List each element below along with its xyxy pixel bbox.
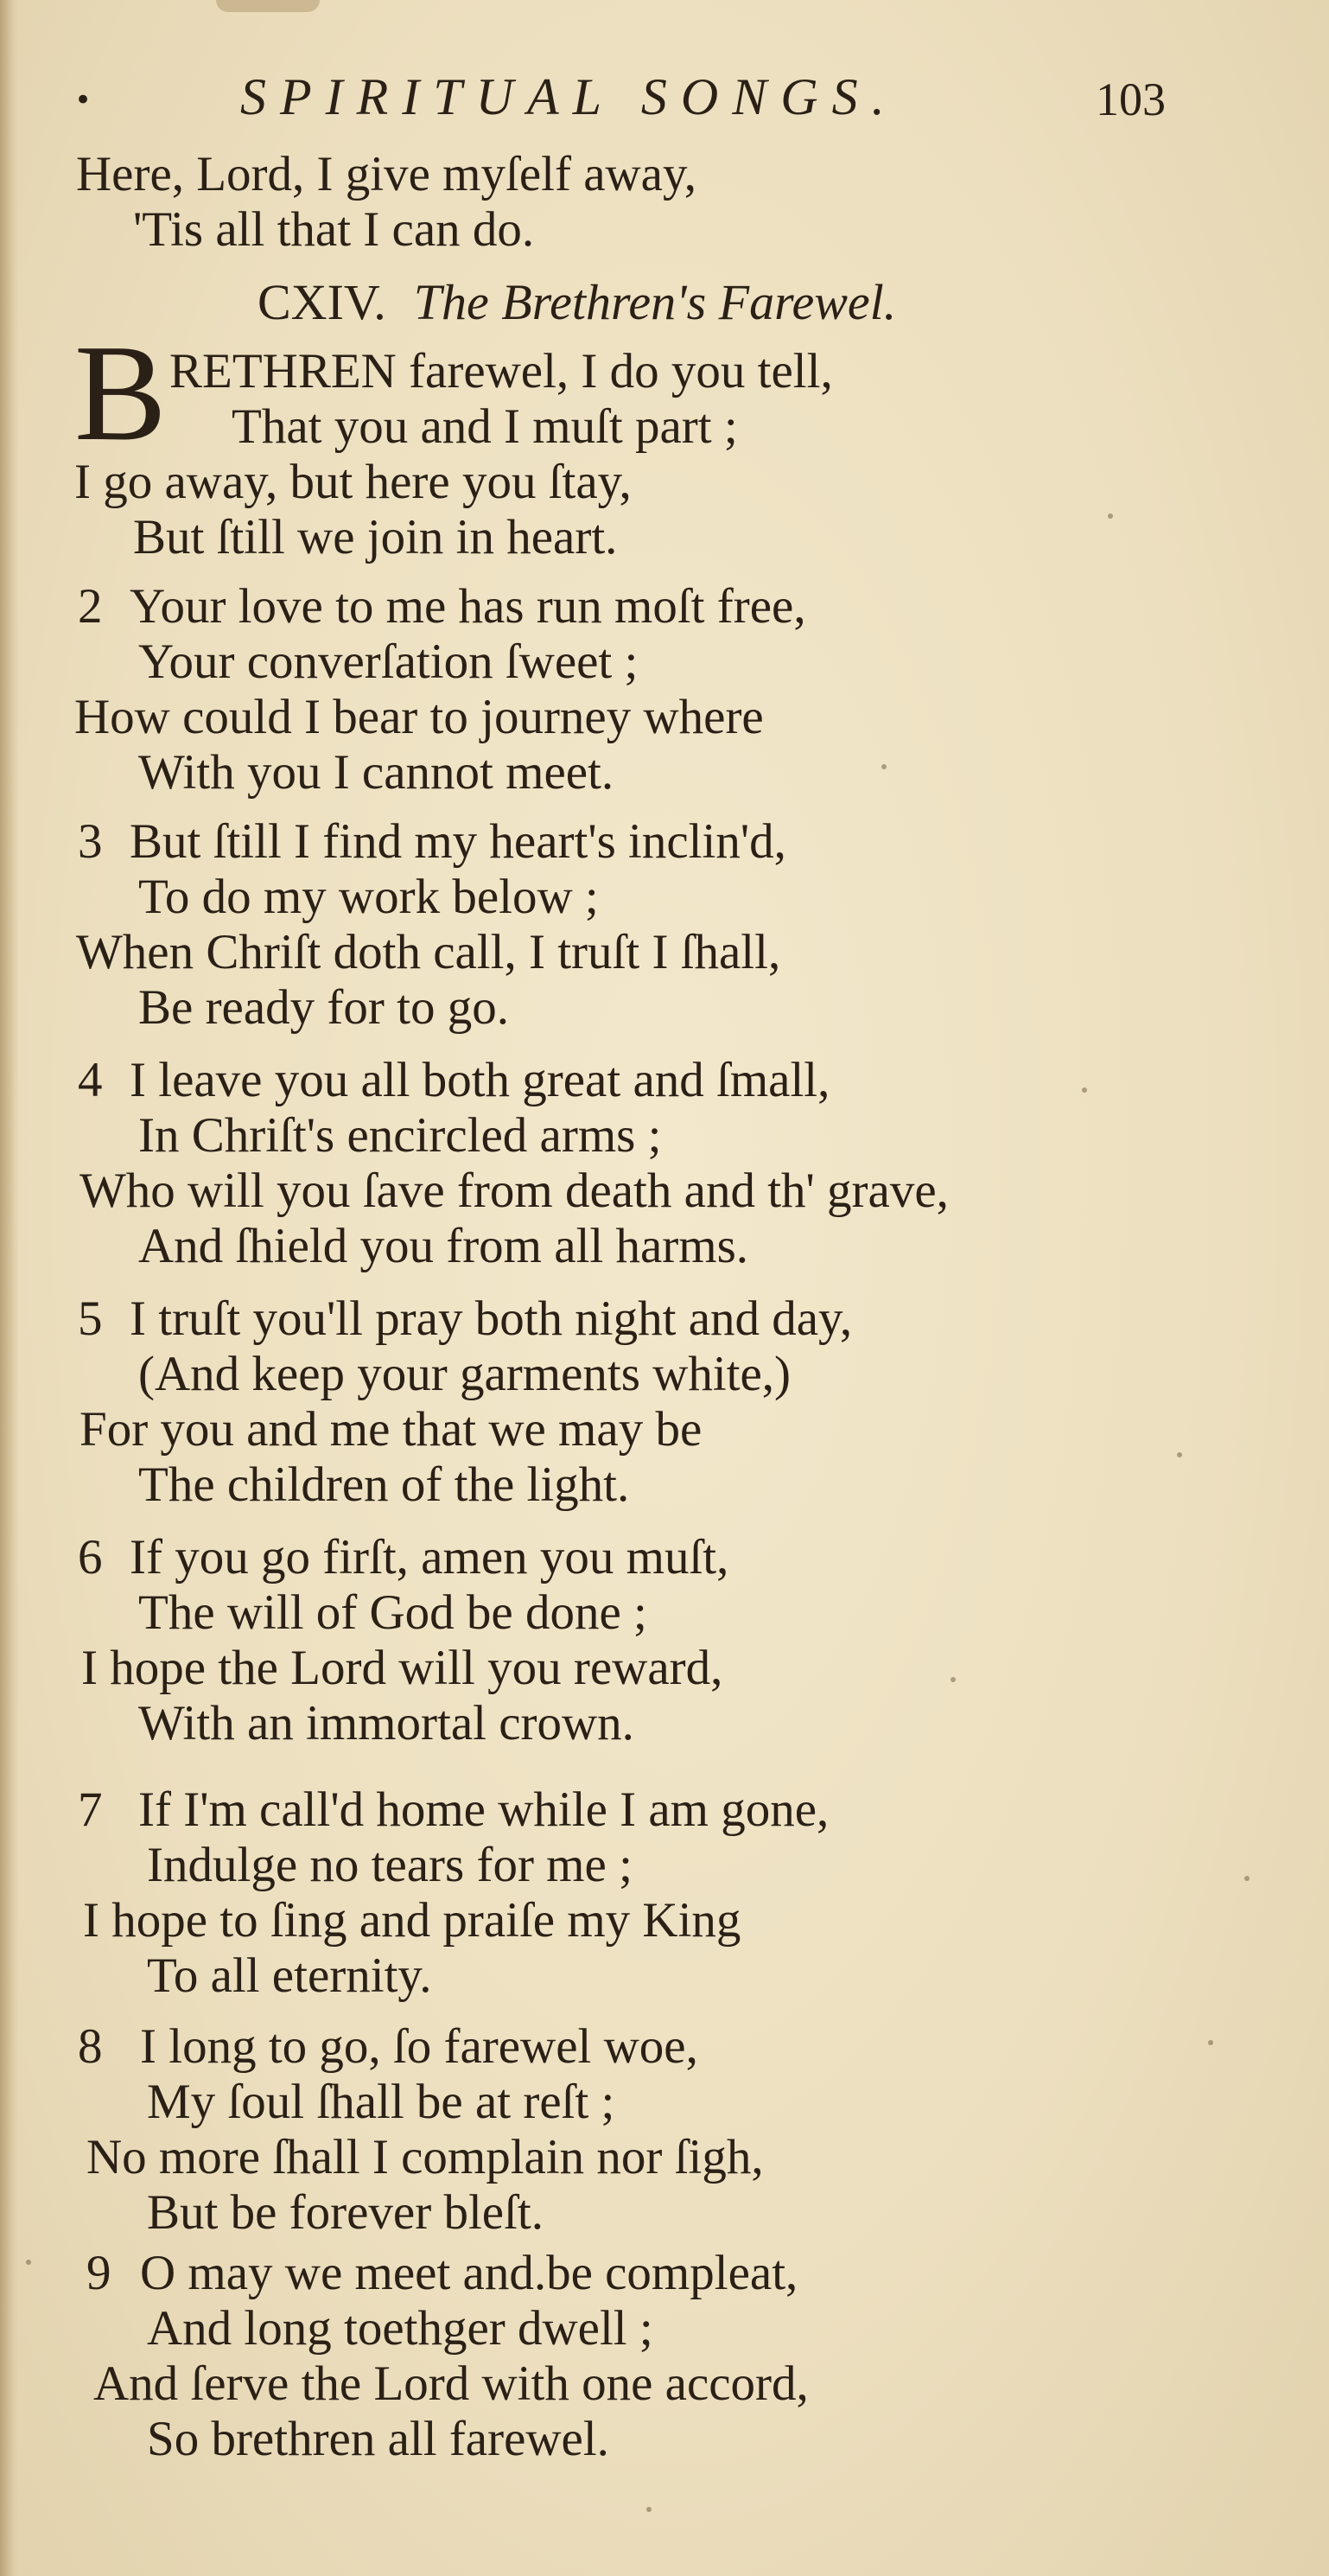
stanza-line: And long toethger dwell ;: [147, 2301, 653, 2356]
hymn-number: CXIV.: [258, 274, 386, 330]
continued-line: Here, Lord, I give myſelf away,: [76, 147, 697, 201]
stanza-line: I hope to ſing and praiſe my King: [83, 1893, 741, 1948]
stanza-line: If I'm call'd home while I am gone,: [138, 1782, 830, 1837]
paper-stain: [216, 0, 320, 12]
drop-cap: B: [74, 316, 167, 469]
stanza-line: Who will you ſave from death and th' grave,: [79, 1164, 949, 1218]
stanza-line: To all eternity.: [147, 1948, 432, 2003]
page-gutter-shadow: [0, 0, 19, 2576]
stanza-line: If you go firſt, amen you muſt,: [130, 1530, 729, 1584]
page-header: [0, 67, 1329, 137]
stanza-line: I long to go, ſo farewel woe,: [140, 2019, 698, 2074]
stanza-line: Indulge no tears for me ;: [147, 1838, 633, 1892]
continued-line: 'Tis all that I can do.: [133, 202, 535, 257]
stanza-1-line-3: I go away, but here you ſtay,: [74, 455, 632, 509]
stanza-line: So brethren all farewel.: [147, 2412, 609, 2466]
stanza-line: I leave you all both great and ſmall,: [130, 1053, 830, 1107]
stanza-number: 5: [78, 1291, 103, 1346]
stanza-number: 7: [78, 1782, 103, 1837]
stanza-line: O may we meet and.be compleat,: [140, 2246, 798, 2300]
stanza-line: The will of God be done ;: [138, 1585, 647, 1640]
running-title: SPIRITUAL SONGS.: [240, 68, 899, 125]
stanza-number: 8: [78, 2019, 103, 2074]
stanza-number: 6: [78, 1530, 103, 1584]
stanza-line: (And keep your garments white,): [138, 1347, 792, 1401]
stanza-line: When Chriſt doth call, I truſt I ſhall,: [76, 925, 781, 979]
stanza-line: The children of the light.: [138, 1457, 630, 1512]
stanza-line: Your love to me has run moſt free,: [130, 579, 806, 634]
stanza-line: But ſtill I find my heart's inclin'd,: [130, 814, 786, 869]
stanza-line: With you I cannot meet.: [138, 745, 614, 800]
stanza-line: But be forever bleſt.: [147, 2185, 544, 2240]
header-dot: •: [74, 83, 92, 118]
stanza-number: 3: [78, 814, 103, 869]
hymn-title: The Brethren's Farewel.: [413, 274, 897, 330]
stanza-line: With an immortal crown.: [138, 1696, 634, 1750]
stanza-1-line-2: That you and I muſt part ;: [232, 399, 738, 454]
stanza-line: My ſoul ſhall be at reſt ;: [147, 2075, 615, 2129]
stanza-line: Be ready for to go.: [138, 980, 509, 1035]
stanza-1-line-1: RETHREN farewel, I do you tell,: [169, 344, 833, 399]
stanza-line: And ſerve the Lord with one accord,: [93, 2356, 809, 2411]
stanza-line: Your converſation ſweet ;: [138, 634, 639, 689]
stanza-1-line-4: But ſtill we join in heart.: [133, 510, 618, 564]
stanza-line: In Chriſt's encircled arms ;: [138, 1108, 662, 1163]
stanza-number: 4: [78, 1053, 103, 1107]
hymn-heading: [258, 275, 896, 330]
stanza-line: For you and me that we may be: [79, 1402, 703, 1457]
stanza-line: How could I bear to journey where: [74, 690, 764, 744]
stanza-line: And ſhield you from all harms.: [138, 1219, 749, 1273]
stanza-line: I truſt you'll pray both night and day,: [130, 1291, 853, 1346]
page-number: 103: [1096, 73, 1166, 125]
stanza-line: To do my work below ;: [138, 870, 599, 924]
stanza-number: 9: [86, 2246, 111, 2300]
stanza-line: I hope the Lord will you reward,: [81, 1641, 723, 1695]
stanza-number: 2: [78, 579, 103, 634]
stanza-line: No more ſhall I complain nor ſigh,: [86, 2130, 764, 2184]
